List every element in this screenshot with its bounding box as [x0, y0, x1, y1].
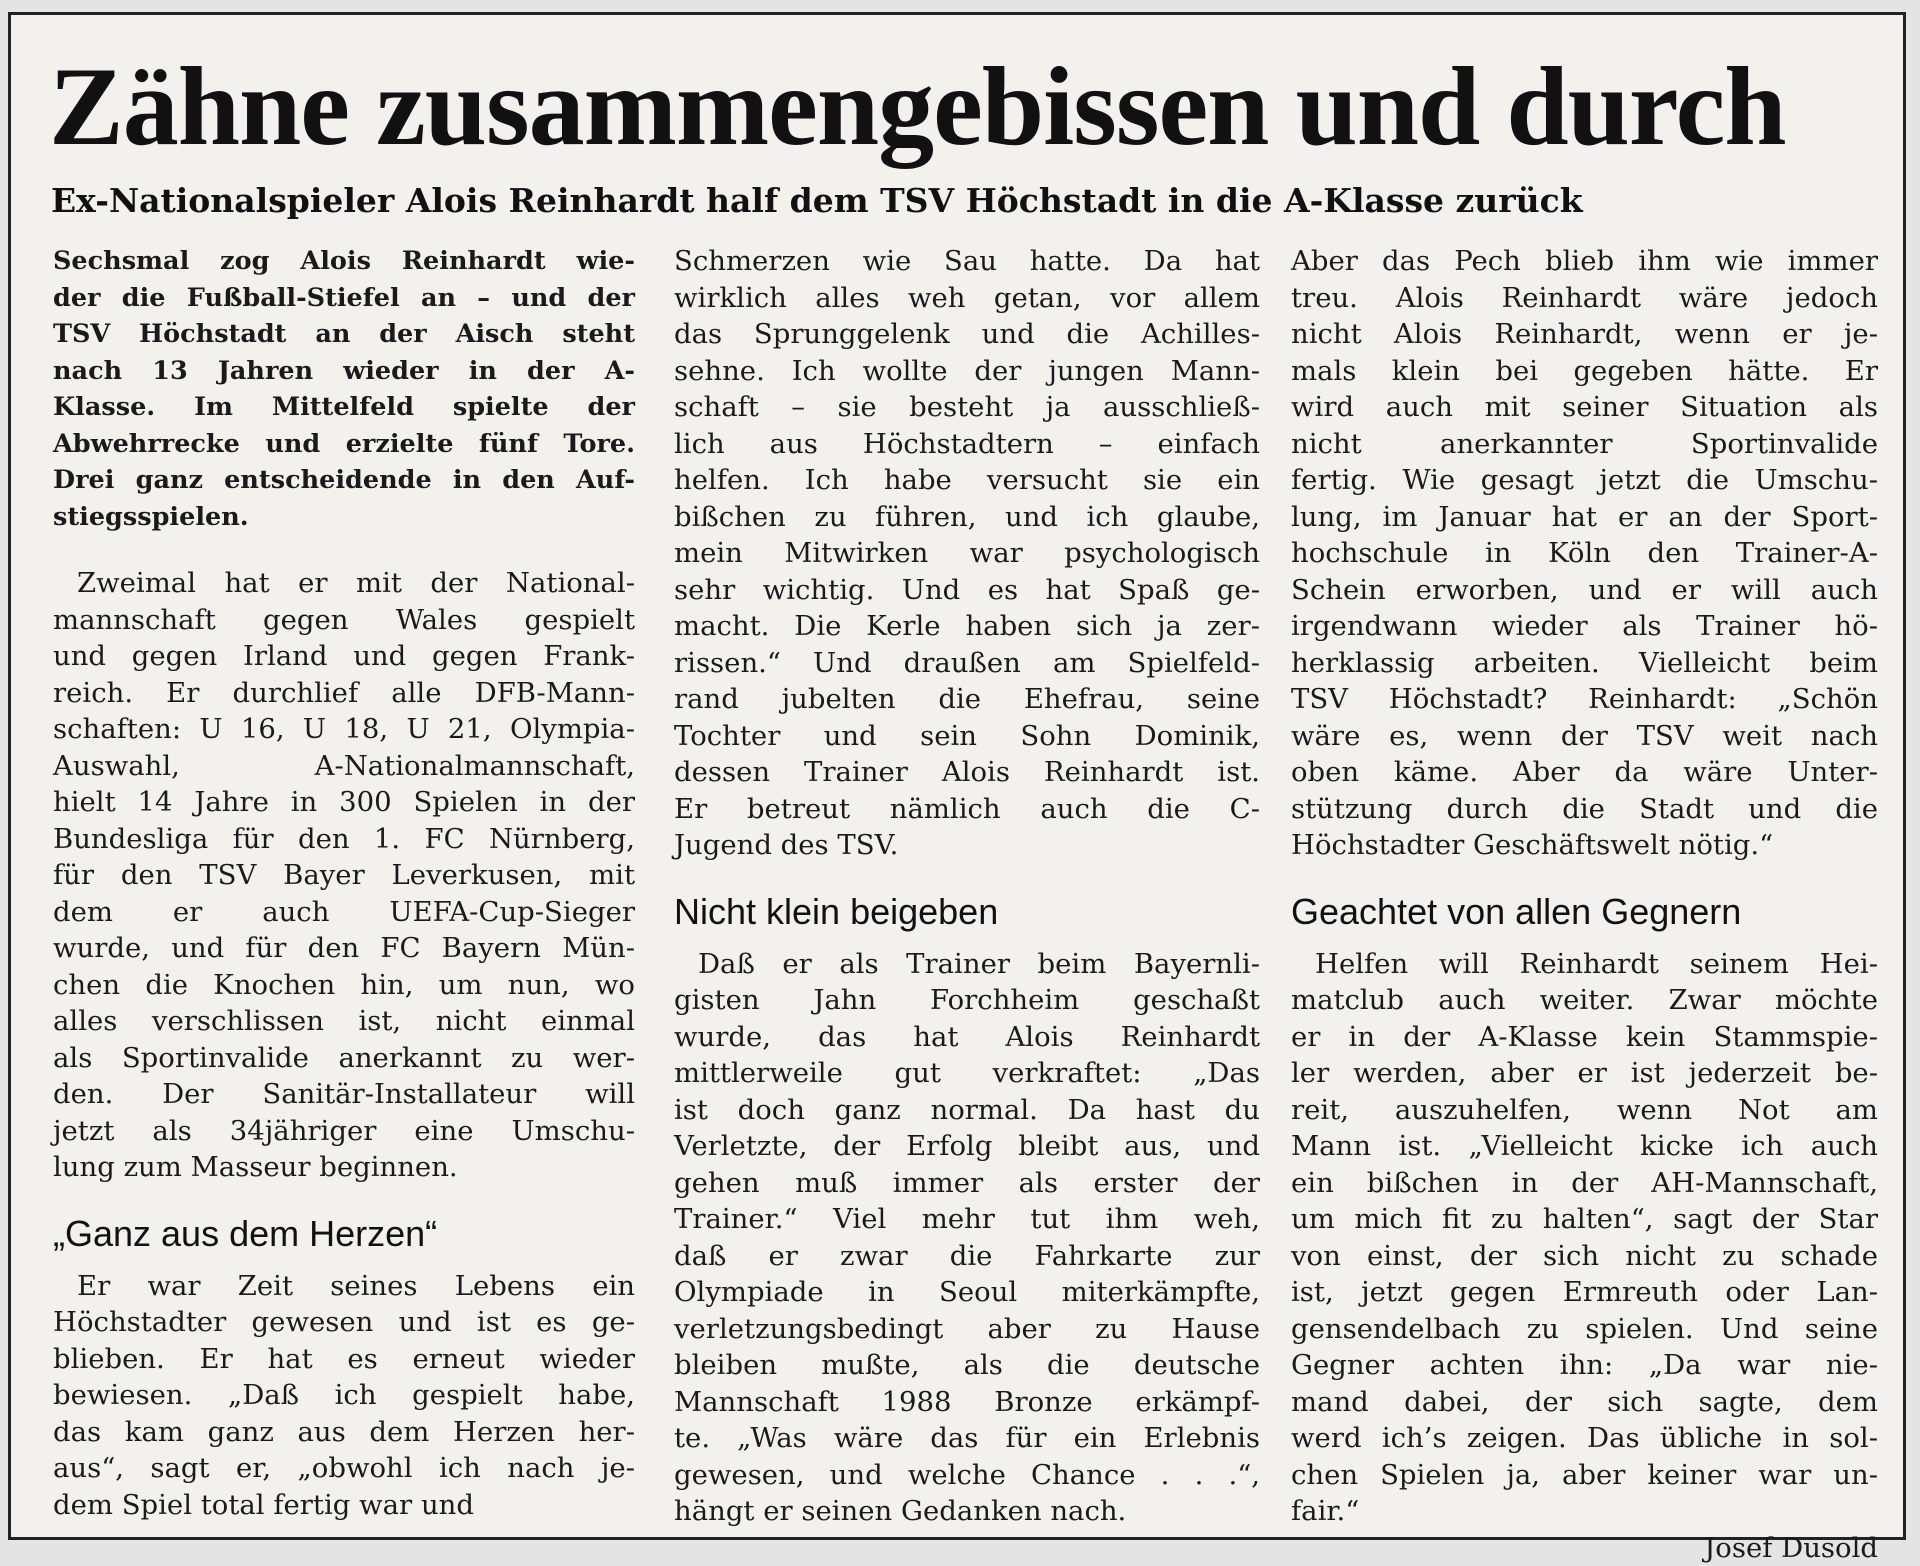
text-line: blieben. Er hat es erneut wieder — [53, 1341, 635, 1378]
text-line: Er betreut nämlich auch die C- — [674, 791, 1260, 828]
text-line: Helfen will Reinhardt seinem Hei- — [1291, 946, 1878, 983]
column-3 — [1291, 243, 1878, 1566]
text-line: als Sportinvalide anerkannt zu wer- — [53, 1040, 635, 1077]
body-paragraph-4 — [1291, 946, 1878, 1530]
text-line: Sechsmal zog Alois Reinhardt wie- — [53, 243, 635, 280]
text-line: er in der A-Klasse kein Stammspie- — [1291, 1019, 1878, 1056]
text-line: mand dabei, der sich sagte, dem — [1291, 1384, 1878, 1421]
column-1 — [53, 243, 635, 1523]
text-line: Aber das Pech blieb ihm wie immer — [1291, 243, 1878, 280]
text-line: um mich fit zu halten“, sagt der Star — [1291, 1201, 1878, 1238]
text-line: daß er zwar die Fahrkarte zur — [674, 1238, 1260, 1275]
text-line: nach 13 Jahren wieder in der A- — [53, 353, 635, 390]
text-line: lung zum Masseur beginnen. — [53, 1149, 635, 1186]
text-line: fertig. Wie gesagt jetzt die Umschu- — [1291, 462, 1878, 499]
subhead-geachtet-von-allen-gegnern: Geachtet von allen Gegnern — [1291, 890, 1878, 934]
text-line: Abwehrrecke und erzielte fünf Tore. — [53, 426, 635, 463]
text-line: Jugend des TSV. — [674, 827, 1260, 864]
text-line: ist, jetzt gegen Ermreuth oder Lan- — [1291, 1274, 1878, 1311]
text-line: mannschaft gegen Wales gespielt — [53, 602, 635, 639]
text-line: der die Fußball-Stiefel an – und der — [53, 280, 635, 317]
text-line: matclub auch weiter. Zwar möchte — [1291, 982, 1878, 1019]
text-line: gensendelbach zu spielen. Und seine — [1291, 1311, 1878, 1348]
text-line: ist doch ganz normal. Da hast du — [674, 1092, 1260, 1129]
body-paragraph-1 — [53, 565, 635, 1186]
text-line: wird auch mit seiner Situation als — [1291, 389, 1878, 426]
text-line: das kam ganz aus dem Herzen her- — [53, 1414, 635, 1451]
text-line: Trainer.“ Viel mehr tut ihm weh, — [674, 1201, 1260, 1238]
body-paragraph-3-continued — [1291, 243, 1878, 864]
text-line: wäre es, wenn der TSV weit nach — [1291, 718, 1878, 755]
text-line: Auswahl, A-Nationalmannschaft, — [53, 748, 635, 785]
text-line: Er war Zeit seines Lebens ein — [53, 1268, 635, 1305]
text-line: dem Spiel total fertig war und — [53, 1487, 635, 1524]
text-line: hochschule in Köln den Trainer-A- — [1291, 535, 1878, 572]
text-line: TSV Höchstadt? Reinhardt: „Schön — [1291, 681, 1878, 718]
text-line: lung, im Januar hat er an der Sport- — [1291, 499, 1878, 536]
text-line: nicht anerkannter Sportinvalide — [1291, 426, 1878, 463]
text-line: hielt 14 Jahre in 300 Spielen in der — [53, 784, 635, 821]
text-line: Schmerzen wie Sau hatte. Da hat — [674, 243, 1260, 280]
text-line: reit, auszuhelfen, wenn Not am — [1291, 1092, 1878, 1129]
text-line: treu. Alois Reinhardt wäre jedoch — [1291, 280, 1878, 317]
text-line: Bundesliga für den 1. FC Nürnberg, — [53, 821, 635, 858]
text-line: Mann ist. „Vielleicht kicke ich auch — [1291, 1128, 1878, 1165]
text-line: wurde, und für den FC Bayern Mün- — [53, 930, 635, 967]
text-line: sehne. Ich wollte der jungen Mann- — [674, 353, 1260, 390]
text-line: alles verschlissen ist, nicht einmal — [53, 1003, 635, 1040]
subhead-ganz-aus-dem-herzen: „Ganz aus dem Herzen“ — [53, 1212, 635, 1256]
text-line: schaft – sie besteht ja ausschließ- — [674, 389, 1260, 426]
text-line: bleiben mußte, als die deutsche — [674, 1347, 1260, 1384]
text-line: für den TSV Bayer Leverkusen, mit — [53, 857, 635, 894]
text-line: Daß er als Trainer beim Bayernli- — [674, 946, 1260, 983]
subheadline: Ex-Nationalspieler Alois Reinhardt half dem TSV Höchstadt in die A-Klasse zurück — [51, 177, 1891, 225]
text-line: werd ich’s zeigen. Das übliche in sol- — [1291, 1420, 1878, 1457]
text-line: oben käme. Aber da wäre Unter- — [1291, 754, 1878, 791]
text-line: aus“, sagt er, „obwohl ich nach je- — [53, 1450, 635, 1487]
text-line: ler werden, aber er ist jederzeit be- — [1291, 1055, 1878, 1092]
text-line: wurde, das hat Alois Reinhardt — [674, 1019, 1260, 1056]
text-line: den. Der Sanitär-Installateur will — [53, 1076, 635, 1113]
text-line: Olympiade in Seoul miterkämpfte, — [674, 1274, 1260, 1311]
headline: Zähne zusammengebissen und durch — [49, 45, 1889, 169]
text-line: Zweimal hat er mit der National- — [53, 565, 635, 602]
text-line: fair.“ — [1291, 1493, 1878, 1530]
text-line: mals klein bei gegeben hätte. Er — [1291, 353, 1878, 390]
text-line: dem er auch UEFA-Cup-Sieger — [53, 894, 635, 931]
text-line: macht. Die Kerle haben sich ja zer- — [674, 608, 1260, 645]
column-2 — [674, 243, 1260, 1530]
text-line: reich. Er durchlief alle DFB-Mann- — [53, 675, 635, 712]
text-line: Drei ganz entscheidende in den Auf- — [53, 462, 635, 499]
text-line: Gegner achten ihn: „Da war nie- — [1291, 1347, 1878, 1384]
text-line: Klasse. Im Mittelfeld spielte der — [53, 389, 635, 426]
text-line: gehen muß immer als erster der — [674, 1165, 1260, 1202]
subhead-nicht-klein-beigeben: Nicht klein beigeben — [674, 890, 1260, 934]
text-line: Mannschaft 1988 Bronze erkämpf- — [674, 1384, 1260, 1421]
author-byline: Josef Dusold — [1291, 1530, 1878, 1566]
lead-paragraph — [53, 243, 635, 535]
text-line: von einst, der sich nicht zu schade — [1291, 1238, 1878, 1275]
text-line: gewesen, und welche Chance . . .“, — [674, 1457, 1260, 1494]
text-line: und gegen Irland und gegen Frank- — [53, 638, 635, 675]
newspaper-clipping — [8, 12, 1906, 1540]
text-line: stiegsspielen. — [53, 499, 635, 536]
text-line: bewiesen. „Daß ich gespielt habe, — [53, 1377, 635, 1414]
text-line: sehr wichtig. Und es hat Spaß ge- — [674, 572, 1260, 609]
text-line: lich aus Höchstadtern – einfach — [674, 426, 1260, 463]
text-line: rissen.“ Und draußen am Spielfeld- — [674, 645, 1260, 682]
text-line: wirklich alles weh getan, vor allem — [674, 280, 1260, 317]
text-line: hängt er seinen Gedanken nach. — [674, 1493, 1260, 1530]
body-paragraph-3 — [674, 946, 1260, 1530]
text-line: te. „Was wäre das für ein Erlebnis — [674, 1420, 1260, 1457]
text-line: mein Mitwirken war psychologisch — [674, 535, 1260, 572]
text-line: dessen Trainer Alois Reinhardt ist. — [674, 754, 1260, 791]
text-line: mittlerweile gut verkraftet: „Das — [674, 1055, 1260, 1092]
text-line: verletzungsbedingt aber zu Hause — [674, 1311, 1260, 1348]
text-line: Höchstadter gewesen und ist es ge- — [53, 1304, 635, 1341]
text-line: stützung durch die Stadt und die — [1291, 791, 1878, 828]
text-line: nicht Alois Reinhardt, wenn er je- — [1291, 316, 1878, 353]
text-line: rand jubelten die Ehefrau, seine — [674, 681, 1260, 718]
text-line: ein bißchen in der AH-Mannschaft, — [1291, 1165, 1878, 1202]
body-paragraph-2-continued — [674, 243, 1260, 864]
text-line: chen die Knochen hin, um nun, wo — [53, 967, 635, 1004]
text-line: chen Spielen ja, aber keiner war un- — [1291, 1457, 1878, 1494]
text-line: jetzt als 34jähriger eine Umschu- — [53, 1113, 635, 1150]
text-line: Höchstadter Geschäftswelt nötig.“ — [1291, 827, 1878, 864]
body-paragraph-2 — [53, 1268, 635, 1524]
text-line: TSV Höchstadt an der Aisch steht — [53, 316, 635, 353]
text-line: Verletzte, der Erfolg bleibt aus, und — [674, 1128, 1260, 1165]
text-line: gisten Jahn Forchheim geschaßt — [674, 982, 1260, 1019]
text-line: helfen. Ich habe versucht sie ein — [674, 462, 1260, 499]
text-line: Tochter und sein Sohn Dominik, — [674, 718, 1260, 755]
text-line: herklassig arbeiten. Vielleicht beim — [1291, 645, 1878, 682]
text-line: bißchen zu führen, und ich glaube, — [674, 499, 1260, 536]
text-line: Schein erworben, und er will auch — [1291, 572, 1878, 609]
text-line: das Sprunggelenk und die Achilles- — [674, 316, 1260, 353]
text-line: schaften: U 16, U 18, U 21, Olympia- — [53, 711, 635, 748]
text-line: irgendwann wieder als Trainer hö- — [1291, 608, 1878, 645]
